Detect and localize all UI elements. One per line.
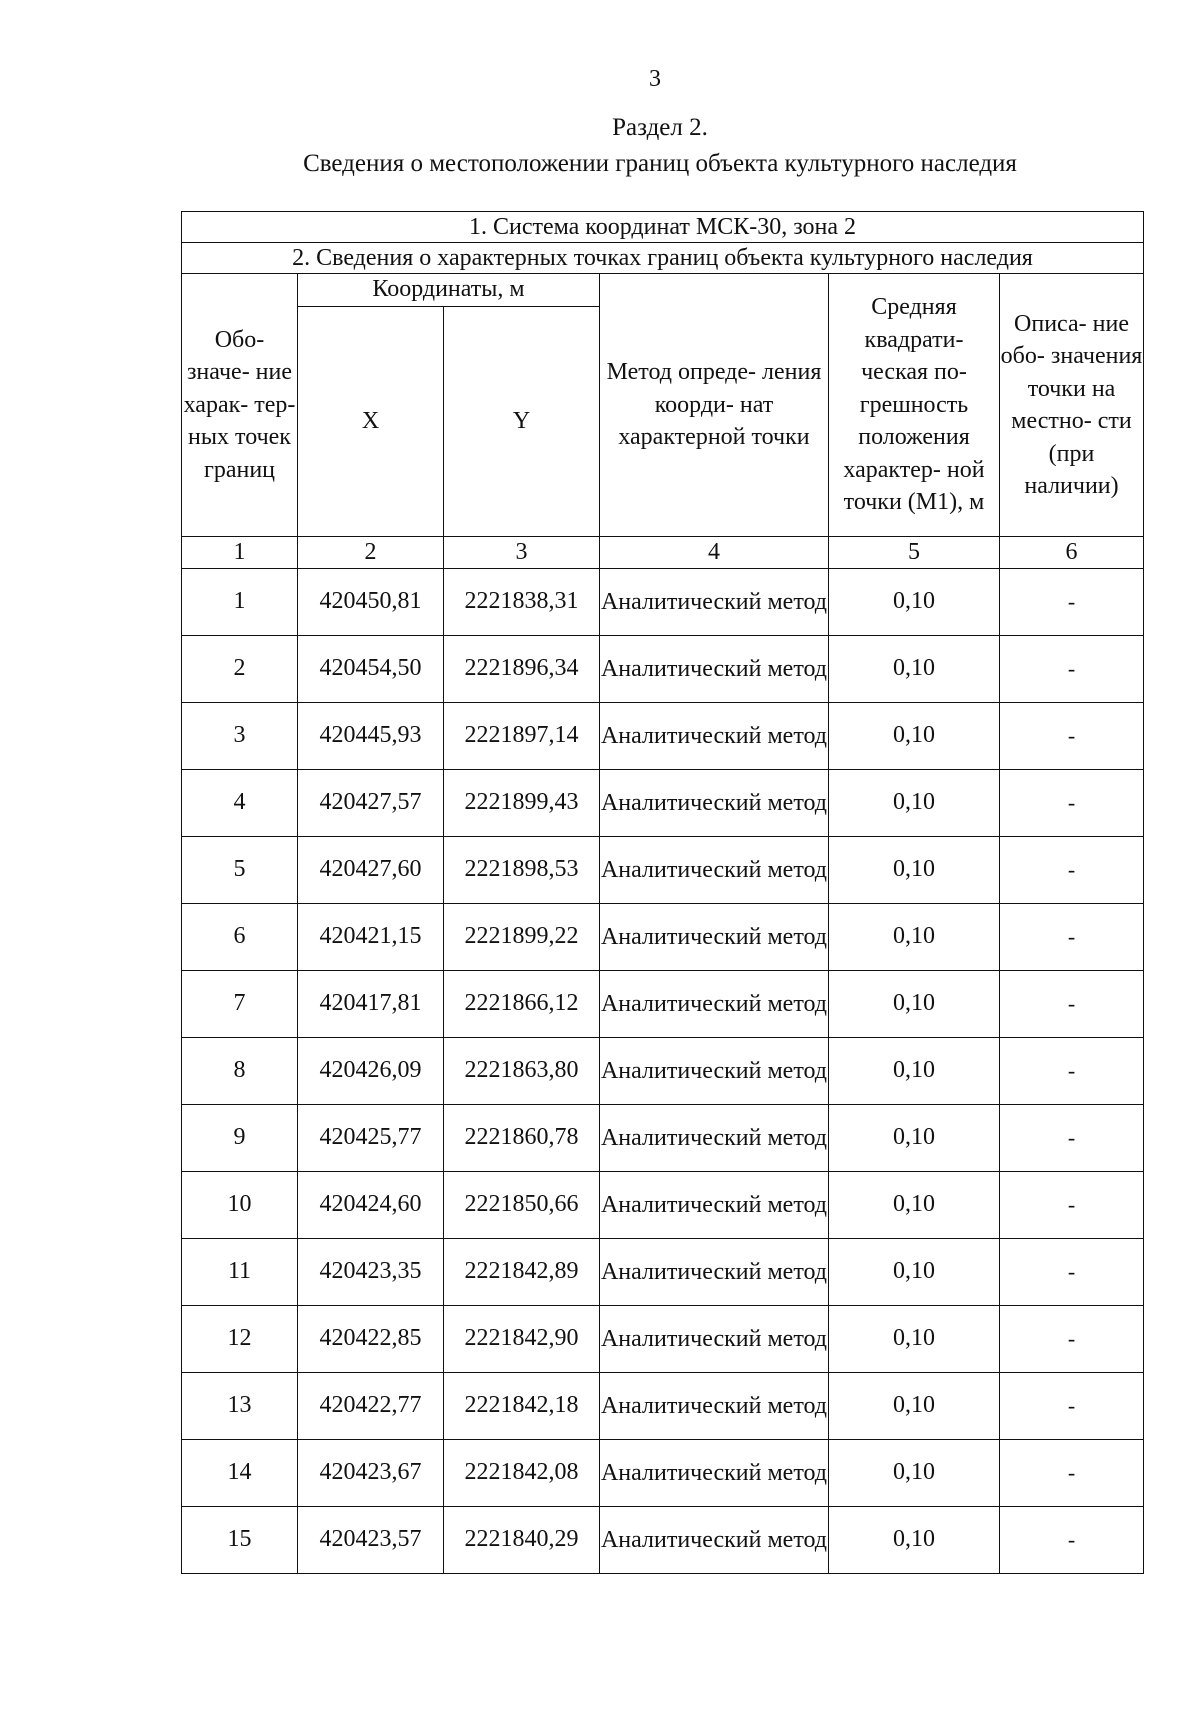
point-cell: 12 xyxy=(182,1306,298,1373)
table-row xyxy=(182,1105,1144,1172)
table-row xyxy=(182,569,1144,636)
description-cell: - xyxy=(1000,1306,1144,1373)
x-cell: 420425,77 xyxy=(298,1105,444,1172)
description-cell: - xyxy=(1000,904,1144,971)
x-cell: 420450,81 xyxy=(298,569,444,636)
error-cell: 0,10 xyxy=(829,636,1000,703)
point-cell: 15 xyxy=(182,1507,298,1574)
description-cell: - xyxy=(1000,971,1144,1038)
point-cell: 8 xyxy=(182,1038,298,1105)
point-cell: 1 xyxy=(182,569,298,636)
header-designation: Обо- значе- ние харак- тер- ных точек границ xyxy=(182,274,298,537)
method-cell: Аналитический метод xyxy=(600,1507,829,1574)
column-number: 2 xyxy=(298,537,444,569)
table-row xyxy=(182,703,1144,770)
y-cell: 2221842,89 xyxy=(444,1239,600,1306)
error-cell: 0,10 xyxy=(829,971,1000,1038)
error-cell: 0,10 xyxy=(829,1038,1000,1105)
error-cell: 0,10 xyxy=(829,770,1000,837)
point-cell: 5 xyxy=(182,837,298,904)
column-number: 6 xyxy=(1000,537,1144,569)
coord-system-row: 1. Система координат МСК-30, зона 2 xyxy=(182,212,1144,243)
x-cell: 420424,60 xyxy=(298,1172,444,1239)
y-cell: 2221860,78 xyxy=(444,1105,600,1172)
x-cell: 420421,15 xyxy=(298,904,444,971)
header-coordinates: Координаты, м xyxy=(298,274,600,307)
y-cell: 2221842,18 xyxy=(444,1373,600,1440)
method-cell: Аналитический метод xyxy=(600,1440,829,1507)
x-cell: 420422,85 xyxy=(298,1306,444,1373)
section-title: Раздел 2. xyxy=(612,114,708,141)
point-cell: 2 xyxy=(182,636,298,703)
description-cell: - xyxy=(1000,703,1144,770)
error-cell: 0,10 xyxy=(829,1239,1000,1306)
error-cell: 0,10 xyxy=(829,1440,1000,1507)
error-cell: 0,10 xyxy=(829,904,1000,971)
method-cell: Аналитический метод xyxy=(600,703,829,770)
x-cell: 420454,50 xyxy=(298,636,444,703)
error-cell: 0,10 xyxy=(829,1306,1000,1373)
method-cell: Аналитический метод xyxy=(600,971,829,1038)
point-cell: 10 xyxy=(182,1172,298,1239)
y-cell: 2221850,66 xyxy=(444,1172,600,1239)
description-cell: - xyxy=(1000,1440,1144,1507)
column-numbers-row xyxy=(182,537,1144,569)
error-cell: 0,10 xyxy=(829,569,1000,636)
table-row xyxy=(182,1507,1144,1574)
description-cell: - xyxy=(1000,569,1144,636)
y-cell: 2221838,31 xyxy=(444,569,600,636)
section-subtitle: Сведения о местоположении границ объекта культурного наследия xyxy=(303,150,1017,177)
column-number: 4 xyxy=(600,537,829,569)
description-cell: - xyxy=(1000,1105,1144,1172)
coordinates-table xyxy=(181,211,1144,1574)
description-cell: - xyxy=(1000,1172,1144,1239)
point-cell: 4 xyxy=(182,770,298,837)
x-cell: 420417,81 xyxy=(298,971,444,1038)
column-number: 5 xyxy=(829,537,1000,569)
x-cell: 420427,57 xyxy=(298,770,444,837)
method-cell: Аналитический метод xyxy=(600,1239,829,1306)
x-cell: 420427,60 xyxy=(298,837,444,904)
description-cell: - xyxy=(1000,1239,1144,1306)
column-number: 3 xyxy=(444,537,600,569)
point-cell: 3 xyxy=(182,703,298,770)
table-row xyxy=(182,770,1144,837)
x-cell: 420422,77 xyxy=(298,1373,444,1440)
method-cell: Аналитический метод xyxy=(600,1105,829,1172)
column-number: 1 xyxy=(182,537,298,569)
point-cell: 11 xyxy=(182,1239,298,1306)
description-cell: - xyxy=(1000,1507,1144,1574)
error-cell: 0,10 xyxy=(829,1105,1000,1172)
method-cell: Аналитический метод xyxy=(600,569,829,636)
error-cell: 0,10 xyxy=(829,1172,1000,1239)
method-cell: Аналитический метод xyxy=(600,1306,829,1373)
x-cell: 420423,35 xyxy=(298,1239,444,1306)
method-cell: Аналитический метод xyxy=(600,904,829,971)
method-cell: Аналитический метод xyxy=(600,636,829,703)
description-cell: - xyxy=(1000,837,1144,904)
method-cell: Аналитический метод xyxy=(600,1172,829,1239)
method-cell: Аналитический метод xyxy=(600,837,829,904)
description-cell: - xyxy=(1000,770,1144,837)
table-row xyxy=(182,1306,1144,1373)
error-cell: 0,10 xyxy=(829,703,1000,770)
error-cell: 0,10 xyxy=(829,837,1000,904)
error-cell: 0,10 xyxy=(829,1373,1000,1440)
table-row xyxy=(182,1239,1144,1306)
y-cell: 2221840,29 xyxy=(444,1507,600,1574)
points-title-row: 2. Сведения о характерных точках границ объекта культурного наследия xyxy=(182,243,1144,274)
table-row xyxy=(182,1440,1144,1507)
description-cell: - xyxy=(1000,636,1144,703)
x-cell: 420426,09 xyxy=(298,1038,444,1105)
error-cell: 0,10 xyxy=(829,1507,1000,1574)
description-cell: - xyxy=(1000,1038,1144,1105)
y-cell: 2221842,90 xyxy=(444,1306,600,1373)
point-cell: 14 xyxy=(182,1440,298,1507)
y-cell: 2221899,43 xyxy=(444,770,600,837)
header-method: Метод опреде- ления коорди- нат характерной точки xyxy=(600,274,829,537)
y-cell: 2221899,22 xyxy=(444,904,600,971)
table-row xyxy=(182,636,1144,703)
y-cell: 2221863,80 xyxy=(444,1038,600,1105)
y-cell: 2221896,34 xyxy=(444,636,600,703)
y-cell: 2221898,53 xyxy=(444,837,600,904)
table-row xyxy=(182,904,1144,971)
x-cell: 420445,93 xyxy=(298,703,444,770)
y-cell: 2221842,08 xyxy=(444,1440,600,1507)
header-y: Y xyxy=(444,307,600,537)
header-x: X xyxy=(298,307,444,537)
table-row xyxy=(182,837,1144,904)
header-error: Средняя квадрати- ческая по- грешность положения характер- ной точки (М1), м xyxy=(829,274,1000,537)
y-cell: 2221897,14 xyxy=(444,703,600,770)
method-cell: Аналитический метод xyxy=(600,1373,829,1440)
header-description: Описа- ние обо- значения точки на местно- сти (при наличии) xyxy=(1000,274,1144,537)
x-cell: 420423,57 xyxy=(298,1507,444,1574)
x-cell: 420423,67 xyxy=(298,1440,444,1507)
method-cell: Аналитический метод xyxy=(600,1038,829,1105)
point-cell: 9 xyxy=(182,1105,298,1172)
table-row xyxy=(182,1373,1144,1440)
description-cell: - xyxy=(1000,1373,1144,1440)
point-cell: 13 xyxy=(182,1373,298,1440)
table-row xyxy=(182,1172,1144,1239)
y-cell: 2221866,12 xyxy=(444,971,600,1038)
table-row xyxy=(182,1038,1144,1105)
table-row xyxy=(182,971,1144,1038)
point-cell: 6 xyxy=(182,904,298,971)
page-number: 3 xyxy=(649,66,661,92)
method-cell: Аналитический метод xyxy=(600,770,829,837)
point-cell: 7 xyxy=(182,971,298,1038)
